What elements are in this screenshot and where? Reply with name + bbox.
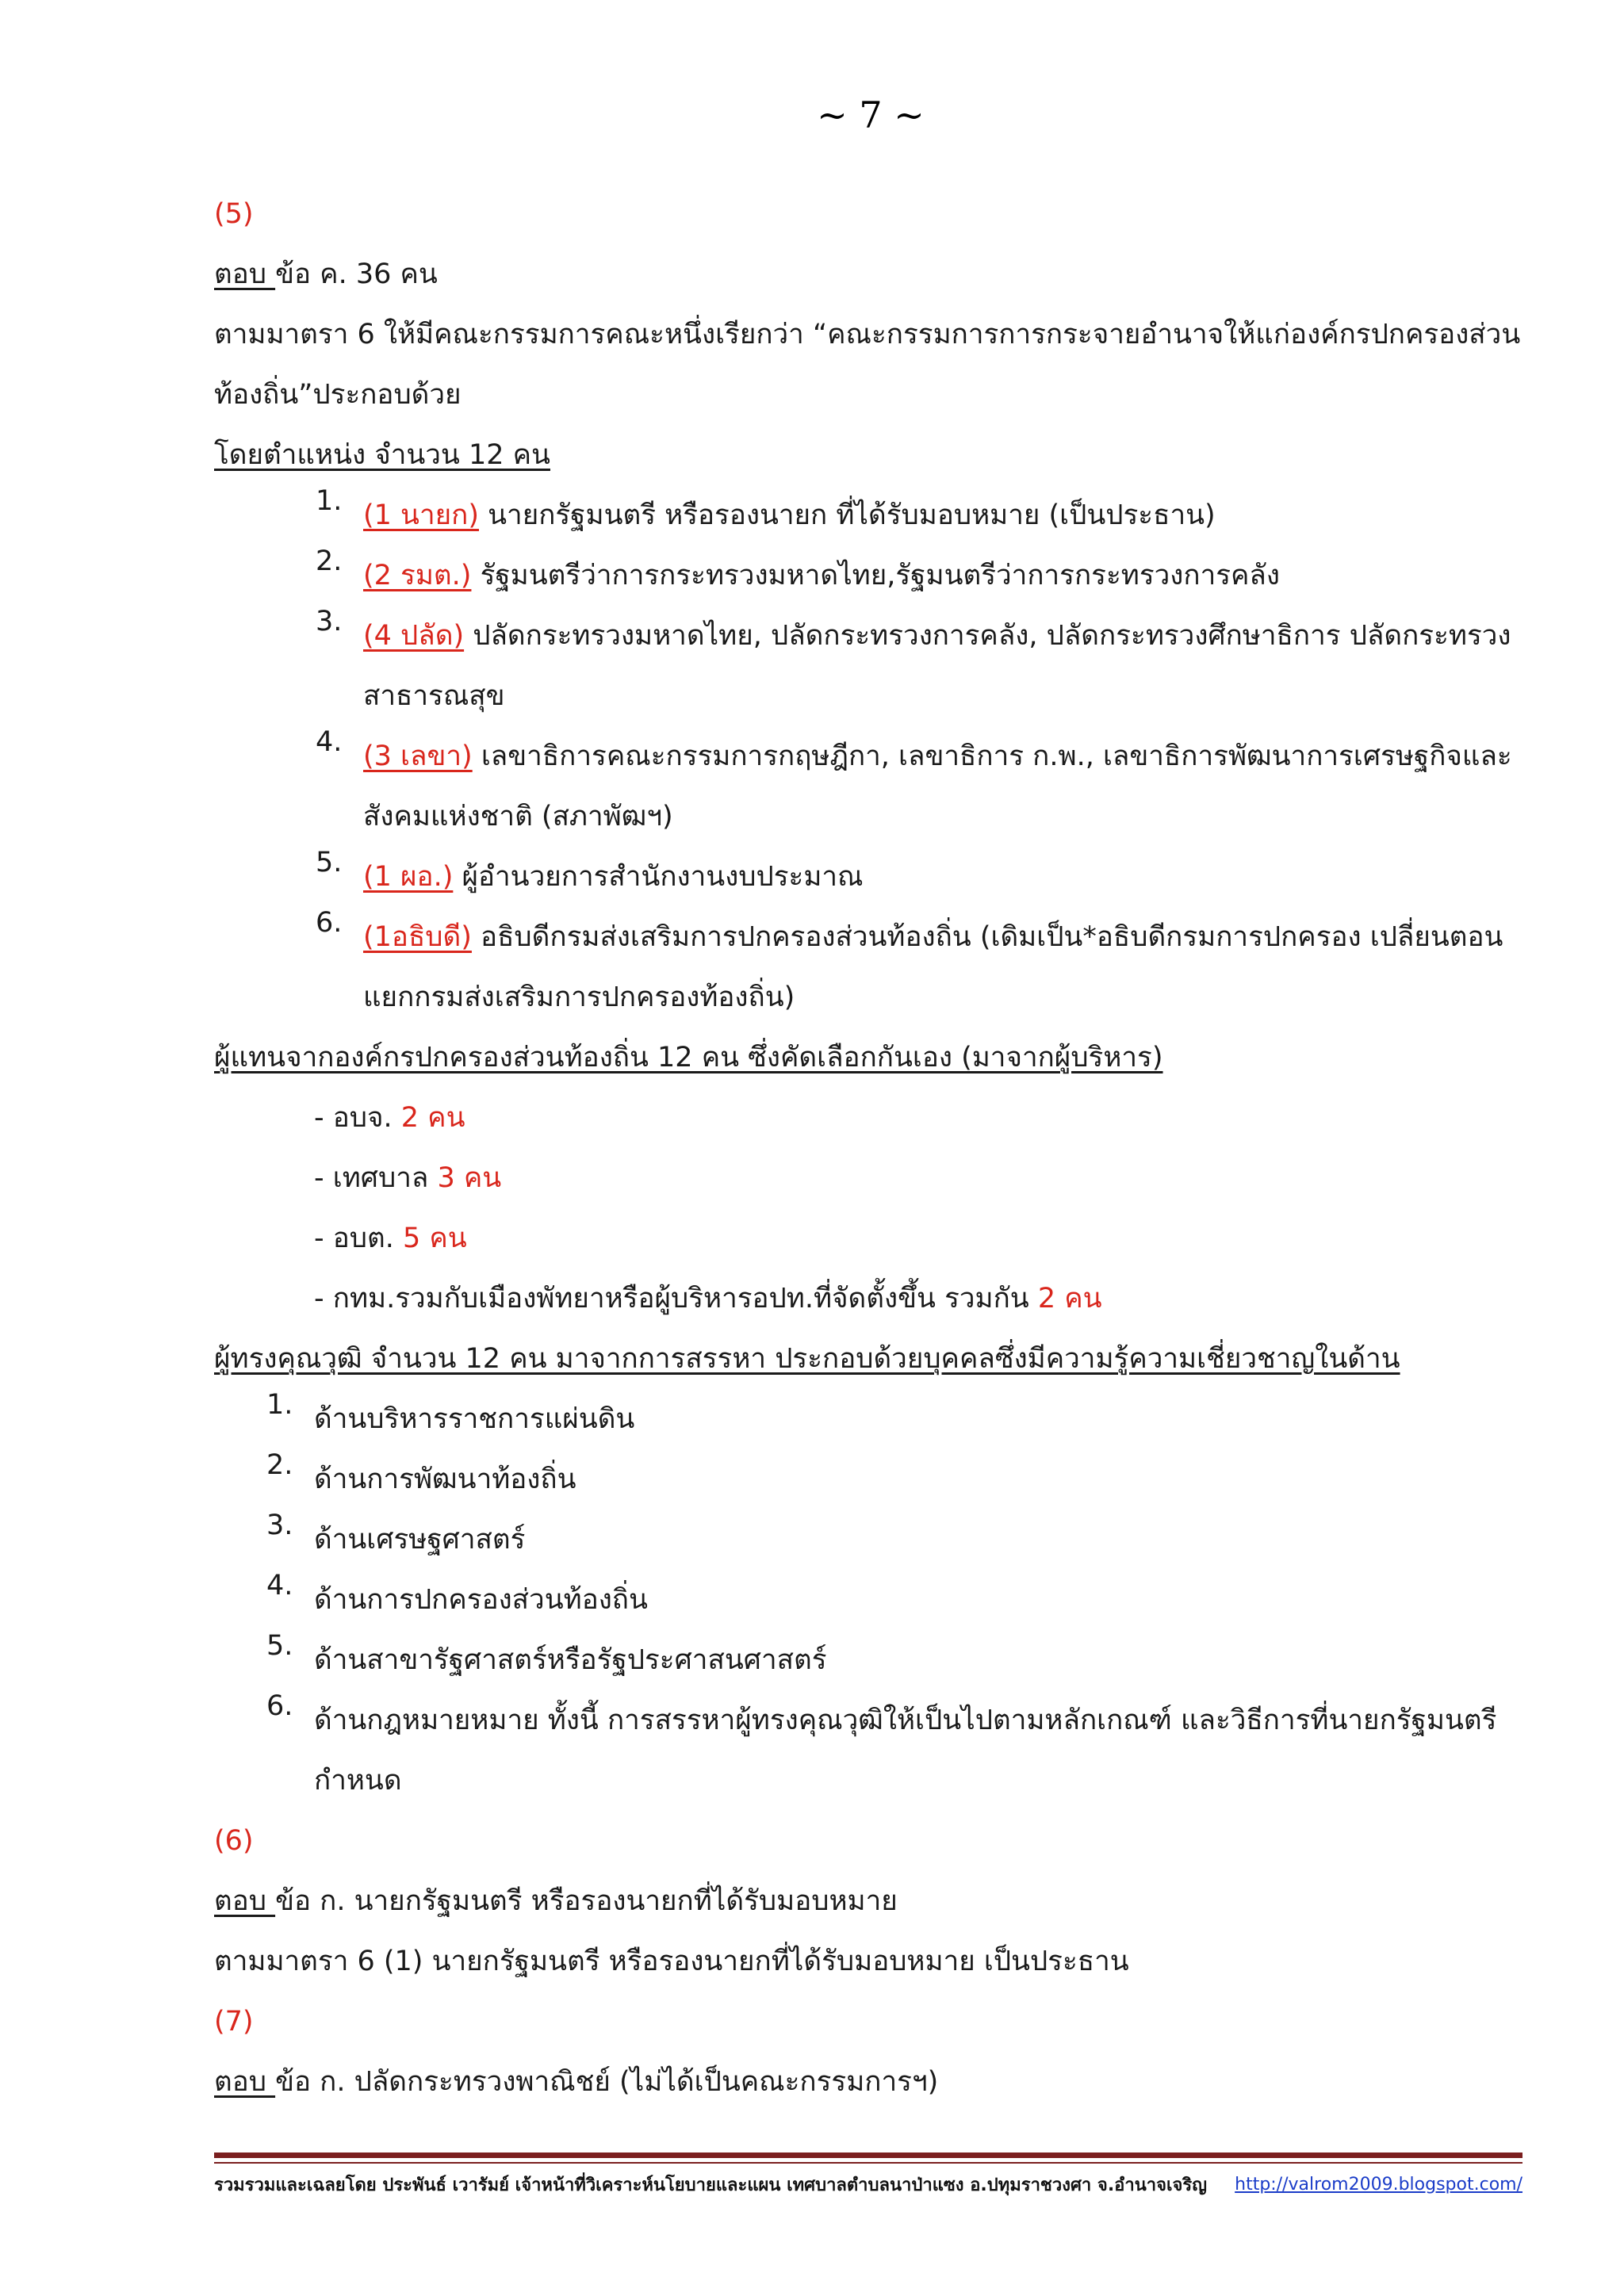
list-item [214, 1449, 1522, 1510]
item-text: ด้านเศรษฐศาสตร์ [314, 1524, 526, 1556]
q6-paragraph: ตามมาตรา 6 (1) นายกรัฐมนตรี หรือรองนายกที่ได้รับมอบหมาย เป็นประธาน [214, 1946, 1129, 1977]
list-item [214, 1269, 1522, 1329]
item-text: ด้านการพัฒนาท้องถิ่น [314, 1464, 576, 1495]
item-number: 5. [316, 847, 343, 878]
item-number: 4. [266, 1570, 293, 1601]
list-item [214, 907, 1522, 1027]
answer-key: ตอบ [214, 1885, 276, 1917]
item-text: ปลัดกระทรวงมหาดไทย, ปลัดกระทรวงการคลัง, ปลัดกระทรวงศึกษาธิการ ปลัดกระทรวงสาธารณสุข [363, 620, 1511, 712]
page-content [214, 184, 1522, 2112]
item-text: อธิบดีกรมส่งเสริมการปกครองส่วนท้องถิ่น (เดิมเป็น*อธิบดีกรมการปกครอง เปลี่ยนตอนแยกกรมส่งเสริมการปกครองท้องถิ่น) [363, 921, 1503, 1013]
answer-key: ตอบ [214, 258, 276, 290]
item-count: 2 คน [1037, 1283, 1102, 1314]
item-count: 5 คน [402, 1223, 467, 1254]
item-number: 2. [266, 1449, 293, 1481]
page-footer [214, 2171, 1522, 2198]
item-tag: (2 รมต.) [363, 560, 472, 591]
item-text: นายกรัฐมนตรี หรือรองนายก ที่ได้รับมอบหมาย (เป็นประธาน) [478, 499, 1216, 531]
answer-text: ข้อ ก. ปลัดกระทรวงพาณิชย์ (ไม่ได้เป็นคณะกรรมการฯ) [275, 2066, 939, 2098]
item-text: ด้านการปกครองส่วนท้องถิ่น [314, 1584, 648, 1616]
list-item [214, 1389, 1522, 1449]
item-tag: (4 ปลัด) [363, 620, 465, 652]
list-item [214, 545, 1522, 606]
list-item [214, 1630, 1522, 1690]
item-number: 5. [266, 1630, 293, 1662]
item-tag: (1 ผอ.) [363, 861, 454, 893]
item-tag: (3 เลขา) [363, 740, 473, 772]
item-number: 1. [316, 485, 343, 517]
item-number: 6. [316, 907, 343, 939]
answer-key: ตอบ [214, 2066, 276, 2098]
footer-credit: รวมรวมและเฉลยโดย ประพันธ์ เวารัมย์ เจ้าหน้าที่วิเคราะห์นโยบายและแผน เทศบาลตำบลนาป่าแซง อ.ปทุมราชวงศา จ.อำนาจเจริญ [214, 2175, 1207, 2195]
list-item [214, 1510, 1522, 1570]
q5-answer [214, 244, 1522, 304]
q5-label: (5) [214, 198, 254, 230]
local-rep-heading: ผู้แทนจากองค์กรปกครองส่วนท้องถิ่น 12 คน ซึ่งคัดเลือกกันเอง (มาจากผู้บริหาร) [214, 1042, 1163, 1073]
item-number: 1. [266, 1389, 293, 1421]
q7-answer [214, 2052, 1522, 2112]
answer-text: ข้อ ค. 36 คน [275, 258, 438, 290]
item-number: 3. [316, 606, 343, 637]
list-item [214, 485, 1522, 545]
q5-paragraph: ตามมาตรา 6 ให้มีคณะกรรมการคณะหนึ่งเรียกว่า “คณะกรรมการการกระจายอำนาจให้แก่องค์กรปกครองส่วนท้องถิ่น”ประกอบด้วย [214, 319, 1521, 411]
list-item [214, 1148, 1522, 1208]
ex-officio-heading: โดยตำแหน่ง จำนวน 12 คน [214, 439, 550, 471]
list-item [214, 1570, 1522, 1630]
q6-answer [214, 1871, 1522, 1931]
q6-label: (6) [214, 1825, 254, 1857]
q7-label: (7) [214, 2006, 254, 2038]
item-number: 2. [316, 545, 343, 577]
list-item [214, 847, 1522, 907]
footer-divider [214, 2152, 1522, 2158]
item-text: ด้านบริหารราชการแผ่นดิน [314, 1403, 635, 1435]
item-text: รัฐมนตรีว่าการกระทรวงมหาดไทย,รัฐมนตรีว่าการกระทรวงการคลัง [471, 560, 1280, 591]
item-number: 6. [266, 1690, 293, 1722]
item-tag: (1อธิบดี) [363, 921, 472, 953]
list-item [214, 1690, 1522, 1811]
item-count: 2 คน [400, 1102, 465, 1134]
item-text: ผู้อำนวยการสำนักงานงบประมาณ [453, 861, 864, 893]
experts-heading: ผู้ทรงคุณวุฒิ จำนวน 12 คน มาจากการสรรหา ประกอบด้วยบุคคลซึ่งมีความรู้ความเชี่ยวชาญในด้าน [214, 1343, 1400, 1375]
footer-link[interactable]: http://valrom2009.blogspot.com/ [1235, 2174, 1522, 2195]
item-text: ด้านกฎหมายหมาย ทั้งนี้ การสรรหาผู้ทรงคุณวุฒิให้เป็นไปตามหลักเกณฑ์ และวิธีการที่นายกรัฐมนตรีกำหนด [314, 1705, 1497, 1797]
item-text: - กทม.รวมกับเมืองพัทยาหรือผู้บริหารอปท.ที่จัดตั้งขึ้น รวมกัน [314, 1283, 1038, 1314]
page-number: ~ 7 ~ [817, 94, 925, 136]
list-item [214, 726, 1522, 847]
item-number: 3. [266, 1510, 293, 1541]
item-count: 3 คน [437, 1162, 502, 1194]
item-text: - อบจ. [314, 1102, 401, 1134]
item-text: - อบต. [314, 1223, 403, 1254]
item-number: 4. [316, 726, 343, 758]
footer-divider-thin [214, 2162, 1522, 2164]
item-text: เลขาธิการคณะกรรมการกฤษฎีกา, เลขาธิการ ก.พ., เลขาธิการพัฒนาการเศรษฐกิจและสังคมแห่งชาติ (สภาพัฒฯ) [363, 740, 1512, 832]
item-tag: (1 นายก) [363, 499, 479, 531]
answer-text: ข้อ ก. นายกรัฐมนตรี หรือรองนายกที่ได้รับมอบหมาย [275, 1885, 898, 1917]
item-text: ด้านสาขารัฐศาสตร์หรือรัฐประศาสนศาสตร์ [314, 1644, 827, 1676]
item-text: - เทศบาล [314, 1162, 438, 1194]
list-item [214, 606, 1522, 726]
list-item [214, 1088, 1522, 1148]
list-item [214, 1208, 1522, 1269]
